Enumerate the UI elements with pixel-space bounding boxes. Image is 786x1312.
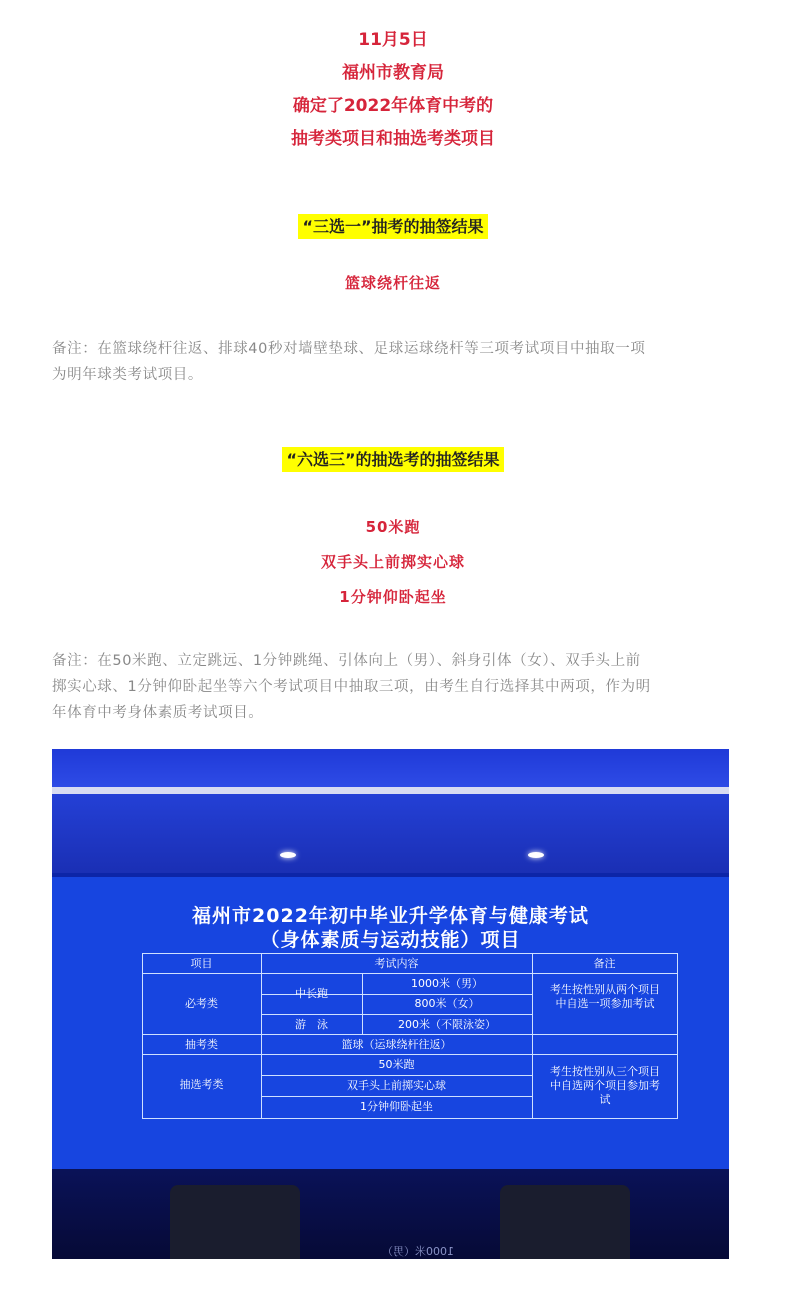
table-line [532,953,533,1118]
header-date: 11月5日 [358,30,428,50]
section2-result-3: 1分钟仰卧起坐 [339,588,447,606]
section2-note-line1: 备注：在50米跑、立定跳远、1分钟跳绳、引体向上（男）、斜身引体（女）、双手头上前 [52,653,641,669]
section1-title: “三选一”抽考的抽签结果 [298,214,487,239]
display-screen [52,873,729,1173]
table-line [261,1096,532,1097]
section1-note-line2: 为明年球类考试项目。 [52,367,203,383]
table-reflection: 1000米（男） [382,1245,454,1258]
table-line [261,1014,532,1015]
conference-screen-photo [52,749,729,1259]
sit-up: 1分钟仰卧起坐 [360,1100,433,1113]
header-line4: 抽考类项目和抽选考类项目 [291,129,495,149]
table-line [261,953,262,1118]
ceiling [52,749,729,787]
section1-note [52,336,734,388]
ceiling-panel [52,794,729,874]
table-header-note: 备注 [593,957,616,970]
section2-title: “六选三”的抽选考的抽签结果 [282,447,503,472]
section2-result-1: 50米跑 [365,518,421,536]
screen-title-2: （身体素质与运动技能）项目 [260,929,521,951]
article-header [0,24,786,156]
run-50m: 50米跑 [378,1058,415,1071]
header-line3: 确定了2022年体育中考的 [292,96,494,116]
run-800m: 800米（女） [414,997,480,1010]
table-header-content: 考试内容 [374,957,419,970]
section1-title-wrap [0,214,786,237]
screen-title-1: 福州市2022年初中毕业升学体育与健康考试 [192,905,589,927]
section2-note-line2: 掷实心球、1分钟仰卧起坐等六个考试项目中抽取三项，由考生自行选择其中两项，作为明 [52,679,651,695]
section2-title-wrap [0,447,786,470]
table-header-item: 项目 [190,957,213,970]
chair-back [170,1185,300,1259]
ceiling-lamp-icon [528,852,544,858]
ceiling-lamp-icon [280,852,296,858]
table-line [142,1034,677,1035]
run-1000m: 1000米（男） [411,977,483,990]
table-line [261,1075,532,1076]
required-note: 考生按性别从两个项目中自选一项参加考试 [550,983,660,1010]
swimming: 游 泳 [295,1018,328,1031]
table-line [142,1054,677,1055]
category-select: 抽选考类 [179,1078,224,1091]
select-note: 考生按性别从三个项目中自选两个项目参加考试 [550,1065,660,1106]
table-line [142,973,677,974]
middle-long-run: 中长跑 [295,987,328,1000]
header-org: 福州市教育局 [342,63,444,83]
swim-200m: 200米（不限泳姿） [398,1018,496,1031]
basketball-item: 篮球（运球绕杆往返） [341,1038,452,1051]
category-required: 必考类 [185,997,218,1010]
section2-result-2: 双手头上前掷实心球 [320,553,465,571]
section2-note [52,648,734,726]
ceiling-trim [52,787,729,794]
shot-put: 双手头上前掷实心球 [347,1079,446,1092]
section2-note-line3: 年体育中考身体素质考试项目。 [52,705,264,721]
chair-back [500,1185,630,1259]
section1-result: 篮球绕杆往返 [344,274,441,292]
section1-note-line1: 备注：在篮球绕杆往返、排球40秒对墙壁垫球、足球运球绕杆等三项考试项目中抽取一项 [52,341,646,357]
category-spot: 抽考类 [185,1038,218,1051]
